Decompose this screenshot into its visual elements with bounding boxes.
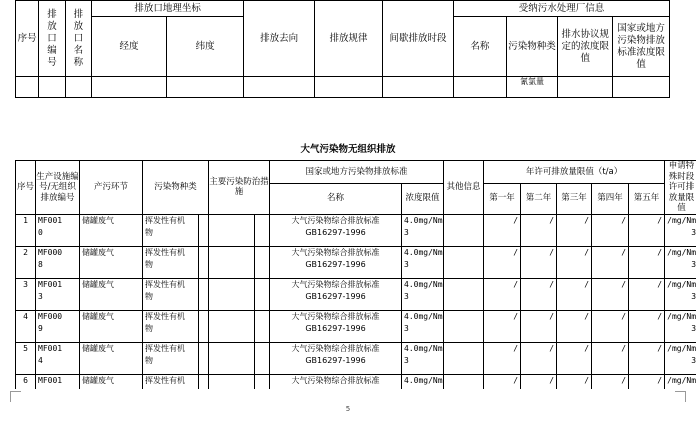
cell-standard-name: 大气污染物综合排放标准 GB16297-1996 — [270, 214, 402, 246]
table-row — [16, 342, 696, 374]
header-seq: 序号 — [17, 32, 37, 44]
cell-standard-limit: 4.0mg/Nm 3 — [402, 246, 444, 278]
cell-standard-name: 大气污染物综合排放标准 GB16297-1996 — [270, 278, 402, 310]
cell-facility-id: MF000 9 — [36, 310, 80, 342]
header-standard: 国家或地方污染物排放标准 — [270, 161, 444, 184]
cell-standard-limit: 4.0mg/Nm 3 — [402, 342, 444, 374]
cell-pollutant: 挥发性有机 物 — [143, 246, 199, 278]
cell-year4: / — [592, 374, 629, 389]
header-agreement-limit: 排水协议规定的浓度限值 — [558, 17, 613, 77]
cell-standard-name: 大气污染物综合排放标准 — [270, 374, 402, 389]
cell-control — [209, 278, 255, 310]
cell-year2: / — [521, 310, 557, 342]
cell-other-info — [444, 374, 484, 389]
cell-special-limit: /mg/Nm 3 — [665, 310, 696, 342]
cell-control — [209, 374, 255, 389]
cell-standard-limit: 4.0mg/Nm 3 — [402, 214, 444, 246]
header-latitude: 纬度 — [167, 17, 244, 77]
cell-empty — [199, 246, 209, 278]
cell-control — [209, 310, 255, 342]
cell-year3: / — [557, 246, 592, 278]
cell-empty — [199, 342, 209, 374]
cell-other-info — [444, 214, 484, 246]
cell-year2: / — [521, 374, 557, 389]
table-row — [16, 77, 670, 98]
cell-year3: / — [557, 214, 592, 246]
cell-control — [209, 342, 255, 374]
cell-pollutant: 挥发性有机 物 — [143, 342, 199, 374]
cell-standard-name: 大气污染物综合排放标准 GB16297-1996 — [270, 342, 402, 374]
cell-year4: / — [592, 214, 629, 246]
header-facility-no: 生产设施编号/无组织排放编号 — [36, 161, 80, 215]
cell-year1: / — [484, 214, 521, 246]
cell-year1: / — [484, 342, 521, 374]
cell-empty — [255, 310, 270, 342]
cell-year4: / — [592, 278, 629, 310]
cell-year2: / — [521, 214, 557, 246]
cell-pollutant: 挥发性有机 — [143, 374, 199, 389]
cell-special-limit: /mg/Nm — [665, 374, 696, 389]
page-corner-mark — [675, 391, 686, 402]
header-destination: 排放去向 — [244, 1, 315, 77]
cell-facility-id: MF001 4 — [36, 342, 80, 374]
header-year4: 第四年 — [592, 183, 629, 214]
table-row — [16, 278, 696, 310]
cell-facility-id: MF001 3 — [36, 278, 80, 310]
cell-standard-name: 大气污染物综合排放标准 GB16297-1996 — [270, 310, 402, 342]
cell-year5: / — [629, 214, 665, 246]
cell-process: 储罐废气 — [80, 278, 143, 310]
header-annual-limit: 年许可排放量限值（t/a） — [484, 161, 665, 184]
cell-year5: / — [629, 374, 665, 389]
cell-seq: 1 — [16, 214, 36, 246]
cell-year1: / — [484, 310, 521, 342]
cell-year4: / — [592, 342, 629, 374]
cell-process: 储罐废气 — [80, 374, 143, 389]
section-title: 大气污染物无组织排放 — [300, 144, 396, 155]
cell-facility-id: MF000 8 — [36, 246, 80, 278]
header-pollutant-type: 污染物种类 — [506, 17, 558, 77]
cell-standard-limit: 4.0mg/Nm 3 — [402, 278, 444, 310]
cell-special-limit: /mg/Nm 3 — [665, 214, 696, 246]
cell-seq: 2 — [16, 246, 36, 278]
cell-year5: / — [629, 342, 665, 374]
partial-row-text: 氰氯量 — [506, 77, 558, 98]
header-intermittent: 间歇排放时段 — [383, 1, 454, 77]
cell-year5: / — [629, 246, 665, 278]
cell-year5: / — [629, 278, 665, 310]
header-special-limit: 申请特殊时段许可排放量限值 — [665, 161, 696, 215]
cell-year2: / — [521, 278, 557, 310]
cell-year2: / — [521, 246, 557, 278]
cell-other-info — [444, 278, 484, 310]
header-longitude: 经度 — [92, 17, 167, 77]
header-std-limit: 浓度限值 — [402, 183, 444, 214]
header-year5: 第五年 — [629, 183, 665, 214]
header-year3: 第三年 — [557, 183, 592, 214]
cell-year1: / — [484, 278, 521, 310]
header-pattern: 排放规律 — [315, 1, 383, 77]
cell-empty — [255, 214, 270, 246]
cell-special-limit: /mg/Nm 3 — [665, 342, 696, 374]
wastewater-outlet-table — [15, 0, 670, 98]
cell-year3: / — [557, 310, 592, 342]
cell-process: 储罐废气 — [80, 342, 143, 374]
cell-process: 储罐废气 — [80, 214, 143, 246]
cell-year3: / — [557, 278, 592, 310]
cell-empty — [199, 310, 209, 342]
header-pollutant: 污染物种类 — [143, 161, 209, 215]
cell-year3: / — [557, 342, 592, 374]
cell-standard-limit: 4.0mg/Nm — [402, 374, 444, 389]
cell-other-info — [444, 246, 484, 278]
cell-seq: 4 — [16, 310, 36, 342]
cell-pollutant: 挥发性有机 物 — [143, 278, 199, 310]
cell-empty — [255, 246, 270, 278]
cell-seq: 5 — [16, 342, 36, 374]
cell-process: 储罐废气 — [80, 246, 143, 278]
header-seq: 序号 — [16, 161, 36, 215]
cell-standard-limit: 4.0mg/Nm 3 — [402, 310, 444, 342]
page-corner-mark — [10, 391, 21, 402]
cell-process: 储罐废气 — [80, 310, 143, 342]
cell-pollutant: 挥发性有机 物 — [143, 214, 199, 246]
header-year1: 第一年 — [484, 183, 521, 214]
cell-year2: / — [521, 342, 557, 374]
header-outlet-name: 排放口名称 — [73, 8, 84, 68]
cell-year1: / — [484, 246, 521, 278]
table-row — [16, 310, 696, 342]
cell-standard-name: 大气污染物综合排放标准 GB16297-1996 — [270, 246, 402, 278]
cell-special-limit: /mg/Nm 3 — [665, 246, 696, 278]
cell-control — [209, 214, 255, 246]
header-year2: 第二年 — [521, 183, 557, 214]
cell-seq: 3 — [16, 278, 36, 310]
cell-empty — [199, 278, 209, 310]
header-plant-name: 名称 — [453, 17, 506, 77]
cell-control — [209, 246, 255, 278]
header-process: 产污环节 — [80, 161, 143, 215]
cell-special-limit: /mg/Nm 3 — [665, 278, 696, 310]
cell-other-info — [444, 342, 484, 374]
cell-pollutant: 挥发性有机 物 — [143, 310, 199, 342]
cell-year5: / — [629, 310, 665, 342]
cell-facility-id: MF001 — [36, 374, 80, 389]
header-std-name: 名称 — [270, 183, 402, 214]
cell-empty — [255, 342, 270, 374]
cell-empty — [255, 374, 270, 389]
header-control: 主要污染防治措施 — [209, 161, 270, 215]
cell-year1: / — [484, 374, 521, 389]
cell-facility-id: MF001 0 — [36, 214, 80, 246]
cell-empty — [255, 278, 270, 310]
cell-empty — [199, 374, 209, 389]
cell-year4: / — [592, 246, 629, 278]
header-other-info: 其他信息 — [444, 161, 484, 215]
table-row — [16, 246, 696, 278]
fugitive-emission-table — [15, 160, 696, 389]
header-receiving-plant: 受纳污水处理厂信息 — [453, 1, 669, 17]
table-row — [16, 374, 696, 389]
cell-empty — [199, 214, 209, 246]
cell-seq: 6 — [16, 374, 36, 389]
header-national-limit: 国家或地方污染物排放标准浓度限值 — [613, 17, 670, 77]
cell-other-info — [444, 310, 484, 342]
page-number: 5 — [345, 405, 351, 413]
cell-year3: / — [557, 374, 592, 389]
header-outlet-no: 排放口编号 — [47, 8, 57, 68]
cell-year4: / — [592, 310, 629, 342]
table-row — [16, 214, 696, 246]
header-geo-coord: 排放口地理坐标 — [92, 1, 244, 17]
